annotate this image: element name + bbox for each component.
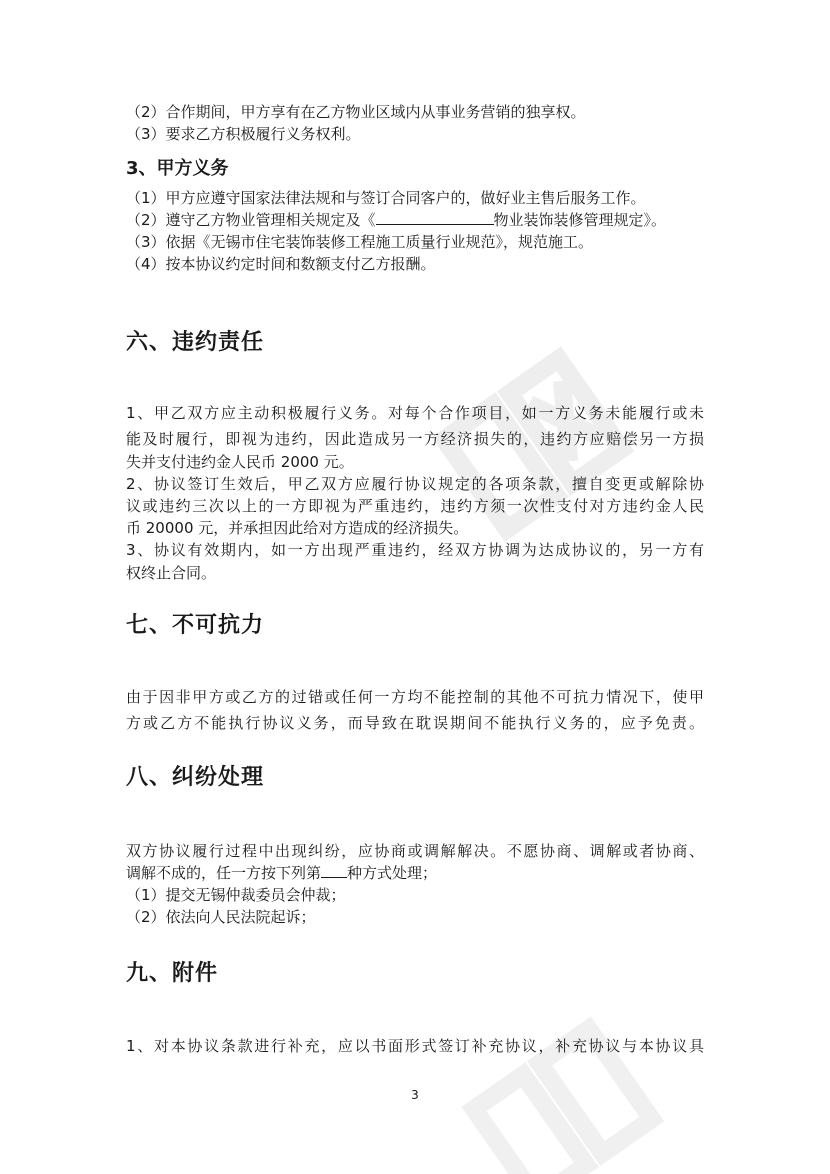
obligation-item-2-post: 物业装饰装修管理规定》。	[493, 211, 667, 229]
obligation-item-1: （1）甲方应遵守国家法律法规和与签订合同客户的，做好业主售后服务工作。	[126, 189, 646, 207]
section-heading-force-majeure: 七、不可抗力	[126, 613, 265, 638]
breach-line: 失并支付违约金人民币 2000 元。	[126, 453, 354, 471]
breach-line: 能及时履行，即视为违约，因此造成另一方经济损失的，违约方应赔偿另一方损	[126, 430, 704, 448]
section-heading-disputes: 八、纠纷处理	[126, 765, 265, 790]
dispute-option-1: （1）提交无锡仲裁委员会仲裁；	[126, 886, 346, 904]
clause-right-2: （2）合作期间，甲方享有在乙方物业区域内从事业务营销的独享权。	[126, 103, 586, 121]
clause-right-3: （3）要求乙方积极履行义务权利。	[126, 125, 361, 143]
attachment-line-1: 1、对本协议条款进行补充，应以书面形式签订补充协议，补充协议与本协议具	[126, 1037, 704, 1055]
breach-line: 2、协议签订生效后，甲乙双方应履行协议规定的各项条款，擅自变更或解除协	[126, 475, 704, 493]
breach-line: 1、甲乙双方应主动积极履行义务。对每个合作项目，如一方义务未能履行或未	[126, 404, 704, 422]
page-number: 3	[411, 1088, 419, 1102]
obligation-item-2	[126, 209, 666, 231]
dispute-line-2-pre: 调解不成的，任一方按下列第	[126, 864, 322, 882]
section-heading-breach: 六、违约责任	[126, 330, 265, 355]
breach-line: 议或违约三次以上的一方即视为严重违约，违约方须一次性支付对方违约金人民	[126, 497, 704, 515]
dispute-line-2-post: 种方式处理；	[347, 864, 438, 882]
breach-line: 币 20000 元，并承担因此给对方造成的经济损失。	[126, 519, 469, 537]
obligation-item-4: （4）按本协议约定时间和数额支付乙方报酬。	[126, 255, 436, 273]
breach-line: 3、协议有效期内，如一方出现严重违约，经双方协调为达成协议的，另一方有	[126, 541, 704, 559]
section-heading-attachments: 九、附件	[126, 961, 219, 986]
regulation-name-blank	[376, 209, 494, 225]
dispute-line-2	[126, 862, 437, 884]
section-heading-obligations: 3、甲方义务	[126, 158, 229, 179]
dispute-option-2: （2）依法向人民法院起诉；	[126, 908, 316, 926]
force-majeure-line: 方或乙方不能执行协议义务，而导致在耽误期间不能执行义务的，应予免责。	[126, 714, 704, 732]
breach-line: 权终止合同。	[126, 564, 217, 582]
force-majeure-line: 由于因非甲方或乙方的过错或任何一方均不能控制的其他不可抗力情况下，使甲	[126, 688, 704, 706]
obligation-item-3: （3）依据《无锡市住宅装饰装修工程施工质量行业规范》，规范施工。	[126, 233, 594, 251]
dispute-line-1: 双方协议履行过程中出现纠纷，应协商或调解解决。不愿协商、调解或者协商、	[126, 842, 704, 860]
obligation-item-2-pre: （2）遵守乙方物业管理相关规定及《	[126, 211, 376, 229]
method-number-blank	[321, 862, 347, 878]
